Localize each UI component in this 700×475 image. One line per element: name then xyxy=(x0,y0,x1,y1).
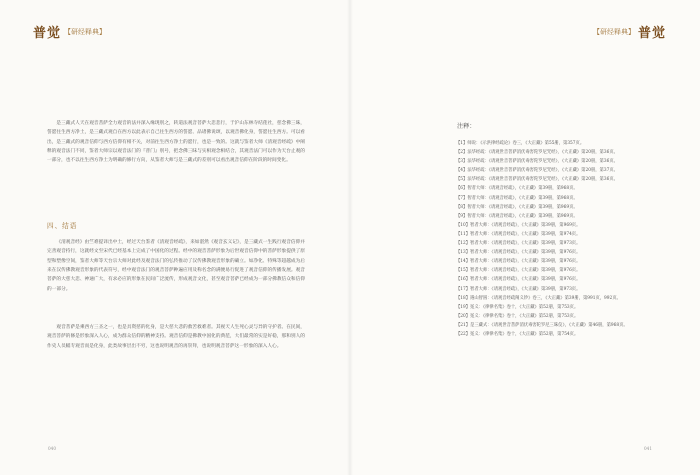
note-item: 【9】智者大师：《请观音经疏》，《大正藏》第39册，第969页。 xyxy=(456,213,578,219)
note-item: 【4】法华经疏：《请观世音菩萨消伏毒害陀罗尼咒经》，《大正藏》第20册，第37页。 xyxy=(456,168,618,174)
note-item: 【18】遇山智圆：《请观音经疏阐义钞》卷三，《大正藏》第39册，第991页，992页。 xyxy=(456,295,621,301)
note-item: 【12】智者大师：《请观音经疏》，《大正藏》第39册，第973页。 xyxy=(456,241,581,247)
brand-logo: 普觉 xyxy=(33,26,62,41)
body-text-final xyxy=(47,323,305,351)
note-item: 【8】智者大师：《请观音经疏》，《大正藏》第39册，第969页。 xyxy=(456,204,578,210)
note-item: 【16】智者大师：《请观音经疏》，《大正藏》第39册，第976页。 xyxy=(456,277,581,283)
note-item: 【20】冤义：《律律名集》卷十，《大正藏》第52册，第753页。 xyxy=(456,313,579,319)
note-item: 【22】冤义：《律律名集》卷十，《大正藏》第52册，第754页。 xyxy=(456,331,579,337)
note-item: 【7】智者大师：《请观音经疏》，《大正藏》第39册，第968页。 xyxy=(456,195,578,201)
section-tag: 【研经释典】 xyxy=(592,27,635,36)
header-brand-right xyxy=(593,22,666,41)
note-item: 【5】法华经疏：《请观世音菩萨消伏毒害陀罗尼咒经》，《大正藏》第20册，第36页。 xyxy=(456,177,618,183)
page-number-right: 041 xyxy=(644,446,652,451)
note-item: 【13】智者大师：《请观音经疏》，《大正藏》第39册，第976页。 xyxy=(456,250,581,256)
note-item: 【2】法华经疏：《请观世音菩萨消伏毒害陀罗尼咒经》，《大正藏》第20册，第36页。 xyxy=(456,150,618,156)
note-item: 【6】智者大师：《请观音经疏》，《大正藏》第39册，第968页。 xyxy=(456,186,578,192)
note-item: 【3】法华经疏：《请观世音菩萨消伏毒害陀罗尼咒经》，《大正藏》第20册，第36页。 xyxy=(456,159,618,165)
notes-title: 注释： xyxy=(457,123,476,130)
note-item: 【15】智者大师：《请观音经疏》，《大正藏》第39册，第976页。 xyxy=(456,268,581,274)
paragraph: 观音菩萨是乘西方三圣之一，也是具资慈的化身，是大慈大悲的救苦救难者。其视天人生死心灵与异的守护者。在民间，观音菩萨的修是形象深入人心，成为群众信仰的精神支持。观音信仰是佛教中国化的典范，大们最常的实是好稳，那和别人的作史人员幅专观音而是化身，此类故事层出不穷，这也说明观音的再崇拜，也说明观音菩萨这一形象的深入人心。 xyxy=(47,325,305,349)
right-page xyxy=(350,0,700,475)
header-brand-left xyxy=(33,22,106,41)
note-item: 【11】智者大师：《请观音经疏》，《大正藏》第39册，第974页。 xyxy=(456,231,581,237)
note-item: 【17】智者大师：《请观音经疏》，《大正藏》第39册，第973页。 xyxy=(456,286,581,292)
note-item: 【10】智者大师：《请观音经疏》，《大正藏》第39册，第969页。 xyxy=(456,222,581,228)
note-item: 【21】是三藏式：《请观世音菩萨消伏毒害陀罗尼三昧仪》，《大正藏》第46册，第968页。 xyxy=(456,322,628,328)
notes-list xyxy=(456,139,676,339)
note-item: 【14】智者大师：《请观音经疏》，《大正藏》第39册，第976页。 xyxy=(456,259,581,265)
note-item: 【19】冤义：《律律名集》卷十，《大正藏》第52册，第753页。 xyxy=(456,304,579,310)
page-number-left: 040 xyxy=(48,446,56,451)
body-text-bottom xyxy=(47,238,305,294)
page-gutter xyxy=(347,0,353,475)
body-text-top xyxy=(47,119,305,166)
section-heading: 四、结语 xyxy=(47,222,78,230)
paragraph: 《清观音经》由竺难提译出中土，经过天台鉴者《清观音经疏》，来如湛然《观音玄义记》，是三藏式一生践行观音信仰并完善观音持行，这就经文至宋代已经基本上完成了中国化的过程。经中的观音菩萨形象为后世观音信仰中的菩萨形象提供了原型和塑像空间，鉴者大师等天台宗大师对此经及观音法门的弘传推动了汉传佛教观音形象的确立。如净化、特殊等超越成为后来在汉传佛教观音形象的代表符号，经中观音法门的观音菩萨种遍应用及称名念的满便易行促进了观音信仰的传播发展。观音菩萨的大慈大悲、神通广大，有求必应的形象在民间广泛流传，形成观音文化，甚至观音菩萨已经成为一部分佛教信众和信仰的一部分。 xyxy=(47,240,305,292)
paragraph: 是三藏式人天在观音菩萨全力观音的法并深入缘现别之，转道法观音菩萨大悲悲行，于沪山东林寺结莲社，慈念佛三昧，誓愿往生西方净土，是三藏式观自在西方以此表示自己往生西方的誓愿、品诸佛说颂，以观音佛化身，誓愿往生西方。可以看出，是三藏式的观音信仰与西方信仰有相不关，对前往生西方净土的愿行，也是一致的。这就与鉴者大师《清观音经疏》中阐释的观音法门不同，鉴者大师宗以观音法门的『普门』别号，把念佛三昧与实相观念相结合，其观音法门可以作为天台止观的一部分，也不以往生西方净土为明确的修行方向，从鉴者大师与是三藏式的差别可以看出观音信仰在阶段的时间变化。 xyxy=(47,121,305,164)
section-tag: 【研经释典】 xyxy=(64,27,107,36)
note-item: 【1】师说：《示洪律经疏论》卷三，《大正藏》第55册，第357页。 xyxy=(456,141,585,146)
brand-logo: 普觉 xyxy=(637,26,666,41)
